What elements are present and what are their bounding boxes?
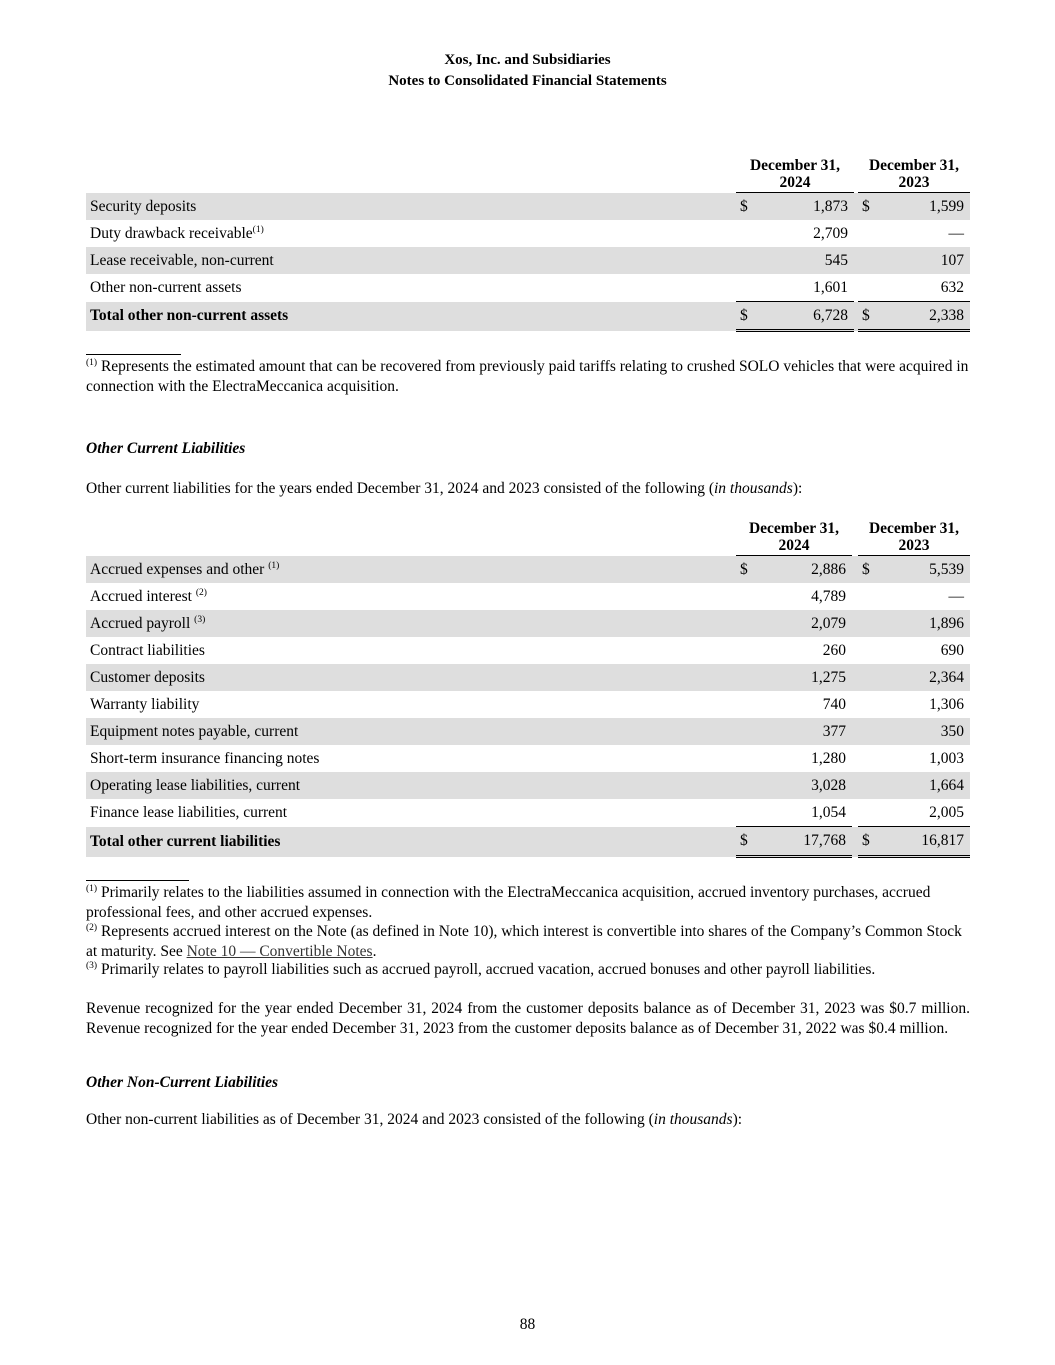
value-2024: 1,280 [811, 749, 846, 767]
footnote-1 [86, 883, 970, 922]
total-row [86, 302, 970, 331]
currency-symbol [858, 664, 876, 691]
total-2023: 16,817 [876, 827, 970, 857]
column-header-2024: December 31, 2024 [736, 157, 854, 193]
row-label: Finance lease liabilities, current [90, 803, 288, 821]
table-row [86, 193, 970, 220]
company-name: Xos, Inc. and Subsidiaries [444, 52, 611, 68]
currency-symbol [858, 718, 876, 745]
footnote-ref: (3) [194, 614, 206, 625]
current-liabilities-table [86, 520, 970, 858]
footnote-text: Represents the estimated amount that can be recovered from previously paid tariffs relating to crushed SOLO vehicles that were acquired in connection with the ElectraMeccanica acquisition. [86, 358, 969, 395]
section-intro [86, 479, 970, 499]
value-2023: 2,364 [876, 664, 970, 691]
page-subtitle: Notes to Consolidated Financial Statements [388, 73, 667, 89]
row-label: Other non-current assets [90, 278, 242, 296]
column-header-2024: December 31, 2024 [736, 520, 852, 556]
footnote-ref: (1) [252, 224, 264, 235]
currency-symbol [858, 220, 876, 247]
table-row [86, 583, 970, 610]
footnote-separator [86, 880, 189, 881]
table-row [86, 247, 970, 274]
currency-symbol: $ [736, 556, 754, 583]
table-header-row [86, 520, 970, 556]
value-2023: 350 [876, 718, 970, 745]
currency-symbol [858, 745, 876, 772]
total-row [86, 827, 970, 857]
currency-symbol [736, 220, 754, 247]
footnote-text: Represents accrued interest on the Note (as defined in Note 10), which interest is convertible into shares of the Company’s Common Stock at maturity. See [86, 923, 962, 960]
page-number: 88 [519, 1316, 536, 1333]
currency-symbol [736, 745, 754, 772]
currency-symbol: $ [858, 302, 876, 331]
value-2023: 5,539 [876, 556, 970, 583]
table-row [86, 637, 970, 664]
row-label: Accrued expenses and other [90, 560, 269, 578]
total-2024: 6,728 [754, 302, 854, 331]
value-2023: 632 [876, 274, 970, 302]
intro-unit: in thousands [714, 480, 793, 497]
currency-symbol [736, 691, 754, 718]
currency-symbol: $ [858, 193, 876, 220]
value-2023: — [948, 224, 964, 242]
row-label: Operating lease liabilities, current [90, 776, 301, 794]
value-2023: 107 [876, 247, 970, 274]
total-label: Total other current liabilities [90, 832, 281, 850]
currency-symbol [736, 247, 754, 274]
value-2024: 4,789 [811, 587, 846, 605]
table-row [86, 772, 970, 799]
currency-symbol [858, 247, 876, 274]
table-row [86, 274, 970, 302]
currency-symbol: $ [858, 827, 876, 857]
value-2023: 1,003 [929, 749, 964, 767]
footnote-separator [86, 354, 181, 355]
currency-symbol [858, 610, 876, 637]
currency-symbol [858, 799, 876, 827]
total-2023: 2,338 [876, 302, 970, 331]
value-2023: 1,306 [929, 695, 964, 713]
section-title-current-liabilities: Other Current Liabilities [86, 440, 246, 457]
footnote-3 [86, 960, 970, 980]
table-row [86, 691, 970, 718]
footnote-ref: (2) [195, 587, 207, 598]
currency-symbol [858, 583, 876, 610]
value-2024: 3,028 [754, 772, 852, 799]
row-label: Warranty liability [90, 695, 200, 713]
intro-unit: in thousands [653, 1111, 733, 1128]
note-10-link[interactable]: Note 10 — Convertible Notes [186, 942, 373, 960]
footnote-mark: (1) [86, 358, 98, 368]
value-2024: 2,709 [813, 224, 848, 242]
footnote-text: Primarily relates to payroll liabilities such as accrued payroll, accrued vacation, accrued bonuses and other payroll liabilities. [97, 961, 876, 978]
currency-symbol [736, 664, 754, 691]
value-2024: 1,601 [754, 274, 854, 302]
value-2024: 260 [822, 641, 846, 659]
value-2023: 2,005 [876, 799, 970, 827]
value-2024: 2,079 [754, 610, 852, 637]
currency-symbol [858, 274, 876, 302]
footnote-2 [86, 922, 970, 961]
currency-symbol: $ [736, 302, 754, 331]
footnote-end: . [372, 942, 377, 960]
currency-symbol: $ [736, 193, 754, 220]
section-intro [86, 1110, 970, 1130]
currency-symbol [736, 799, 754, 827]
value-2024: 2,886 [754, 556, 852, 583]
row-label: Lease receivable, non-current [90, 251, 274, 269]
footnote-ref: (1) [268, 560, 280, 571]
footnote-mark: (3) [86, 961, 98, 971]
section-title-non-current-liabilities: Other Non-Current Liabilities [86, 1074, 279, 1091]
row-label: Accrued payroll [90, 614, 195, 632]
row-label: Duty drawback receivable [90, 224, 253, 242]
footnote-mark: (2) [86, 923, 98, 933]
currency-symbol [736, 583, 754, 610]
table-row [86, 799, 970, 827]
table-header-row [86, 157, 970, 193]
row-label: Accrued interest [90, 587, 196, 605]
total-2024: 17,768 [754, 827, 852, 857]
value-2023: 690 [940, 641, 964, 659]
value-2023: 1,664 [876, 772, 970, 799]
value-2023: — [948, 587, 964, 605]
table-row [86, 556, 970, 583]
table-row [86, 718, 970, 745]
revenue-paragraph: Revenue recognized for the year ended December 31, 2024 from the customer deposits balance as of December 31, 2023 was $0.7 million. Revenue recognized for the year ended December 31, 2023 from the customer deposits balance as of December 31, 2022 was $0.4 million. [86, 1000, 970, 1037]
value-2024: 545 [754, 247, 854, 274]
currency-symbol [736, 772, 754, 799]
non-current-assets-table [86, 157, 970, 332]
currency-symbol: $ [736, 827, 754, 857]
currency-symbol [858, 772, 876, 799]
intro-text: Other non-current liabilities as of December 31, 2024 and 2023 consisted of the following ( [86, 1111, 654, 1128]
column-header-2023: December 31, 2023 [858, 157, 970, 193]
total-label: Total other non-current assets [90, 307, 289, 324]
row-label: Short-term insurance financing notes [90, 749, 320, 767]
currency-symbol: $ [858, 556, 876, 583]
currency-symbol [858, 691, 876, 718]
footnote-text: Primarily relates to the liabilities assumed in connection with the ElectraMeccanica acquisition, accrued inventory purchases, accrued professional fees, and other accrued expenses. [86, 884, 931, 921]
row-label: Customer deposits [90, 668, 205, 686]
table-row [86, 220, 970, 247]
value-2024: 1,873 [754, 193, 854, 220]
value-2024: 1,275 [754, 664, 852, 691]
currency-symbol [736, 274, 754, 302]
value-2024: 377 [754, 718, 852, 745]
value-2023: 1,896 [876, 610, 970, 637]
footnote-1 [86, 357, 970, 396]
table-row [86, 745, 970, 772]
column-header-2023: December 31, 2023 [858, 520, 970, 556]
value-2024: 740 [822, 695, 846, 713]
table-row [86, 664, 970, 691]
row-label: Contract liabilities [90, 641, 205, 659]
currency-symbol [736, 637, 754, 664]
footnote-mark: (1) [86, 884, 98, 894]
intro-text: Other current liabilities for the years ended December 31, 2024 and 2023 consisted of the following ( [86, 480, 714, 497]
value-2023: 1,599 [876, 193, 970, 220]
intro-end: ): [792, 480, 803, 497]
row-label: Security deposits [90, 197, 197, 215]
currency-symbol [736, 610, 754, 637]
row-label: Equipment notes payable, current [90, 722, 299, 740]
currency-symbol [858, 637, 876, 664]
value-2024: 1,054 [754, 799, 852, 827]
table-row [86, 610, 970, 637]
intro-end: ): [732, 1111, 743, 1128]
currency-symbol [736, 718, 754, 745]
